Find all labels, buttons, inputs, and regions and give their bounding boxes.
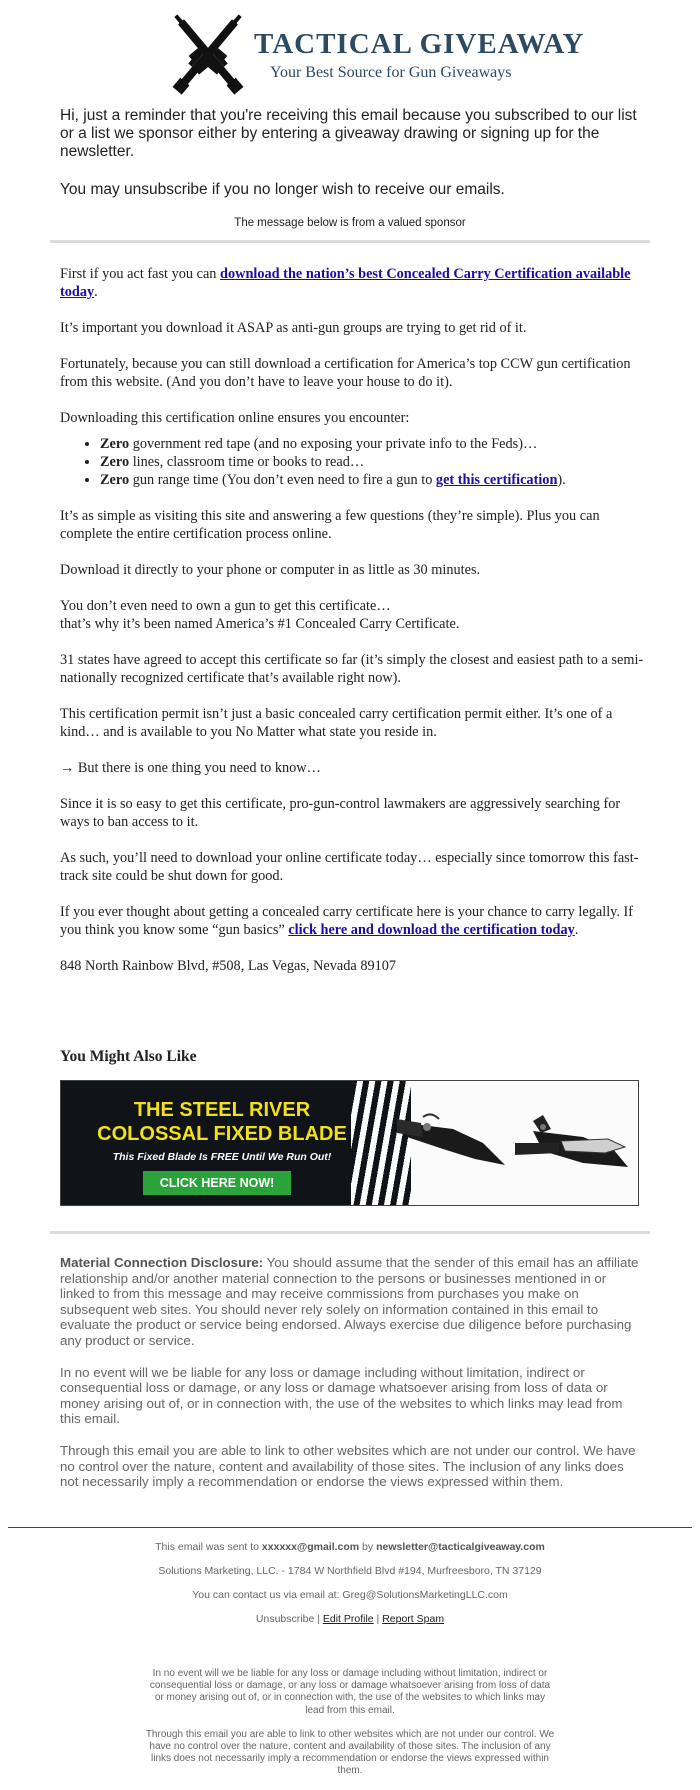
article-paragraph: Fortunately, because you can still download a certification for America’s top CCW gun certification from this website. (And you don’t have to leave your house to do it).	[60, 356, 631, 390]
sender-email: newsletter@tacticalgiveaway.com	[376, 1541, 545, 1553]
company-address: Solutions Marketing, LLC. - 1784 W Northfield Blvd #194, Murfreesboro, TN 37129	[158, 1565, 542, 1577]
sponsor-address: 848 North Rainbow Blvd, #508, Las Vegas, Nevada 89107	[60, 958, 397, 974]
list-item: • Zero gun range time (You don’t even need to fire a gun to get this certification).	[100, 471, 645, 489]
article-paragraph: Since it is so easy to get this certificate, pro-gun-control lawmakers are aggressively searching for ways to ban access to it.	[60, 796, 621, 830]
brand-name: TACTICAL GIVEAWAY	[254, 28, 585, 60]
external-links-notice: Through this email you are able to link to other websites which are not under our control. We have no control over the nature, content and availability of those sites. The inclusion of any links does not necessarily imply a recommendation or endorse the views expressed within them.	[60, 1442, 636, 1490]
article-paragraph: 31 states have agreed to accept this certificate so far (it’s simply the closest and easiest path to a semi-nationally recognized certificate that’s available right now).	[60, 652, 644, 686]
footer-legal	[145, 1668, 555, 1778]
subscription-reminder: Hi, just a reminder that you're receiving this email because you subscribed to our list or a list we sponsor either by entering a giveaway drawing or signing up for the newsletter.	[60, 107, 637, 160]
divider	[50, 1231, 650, 1234]
unsubscribe-note: You may unsubscribe if you no longer wish to receive our emails.	[60, 181, 505, 198]
download-certification-link[interactable]: download the nation’s best Concealed Carry Certification available today	[60, 266, 631, 300]
article-paragraph: → But there is one thing you need to know…	[60, 760, 321, 776]
report-spam-link[interactable]: Report Spam	[382, 1613, 445, 1625]
benefits-list	[60, 435, 645, 489]
list-item: • Zero lines, classroom time or books to read…	[100, 453, 645, 471]
brand-tagline: Your Best Source for Gun Giveaways	[270, 64, 512, 81]
click-here-download-link[interactable]: click here and download the certification today	[288, 922, 575, 938]
footer-divider	[8, 1527, 692, 1528]
liability-notice: In no event will we be liable for any loss or damage including without limitation, indirect or consequential loss or damage, or any loss or damage whatsoever arising from loss of data or money arising out of, or in connection with, the use of the websites to which links may lead from this email.	[60, 1364, 623, 1427]
article-paragraph: It’s as simple as visiting this site and answering a few questions (they’re simple). Plus you can complete the entire certification process online.	[60, 508, 600, 542]
banner-title-line2: COLOSSAL FIXED BLADE	[97, 1123, 347, 1145]
knife-images	[383, 1081, 638, 1205]
article-paragraph: First if you act fast you can download the nation’s best Concealed Carry Certification available today.	[60, 266, 631, 300]
banner-title-line1: THE STEEL RIVER	[133, 1099, 311, 1121]
edit-profile-link[interactable]: Edit Profile	[322, 1613, 374, 1625]
knife-ad-banner[interactable]	[60, 1080, 639, 1206]
unsubscribe-link[interactable]: Unsubscribe	[255, 1613, 315, 1625]
recipient-email: xxxxxx@gmail.com	[261, 1541, 360, 1553]
footer-links: Unsubscribe | Edit Profile | Report Spam	[255, 1613, 445, 1625]
footer-links-disclaimer: Through this email you are able to link to other websites which are not under our control. We have no control over the nature, content and availability of those sites. The inclusion of any links does not necessarily imply a recommendation or endorse the views expressed within them.	[145, 1728, 555, 1777]
footer-liability: In no event will we be liable for any loss or damage including without limitation, indirect or consequential loss or damage, or any loss or damage whatsoever arising from loss of data or money arising out of, or in connection with, the use of the websites to which links may lead from this email.	[149, 1668, 551, 1716]
crossed-rifles-icon	[158, 10, 258, 98]
article-paragraph: You don’t even need to own a gun to get this certificate… that’s why it’s been named America’s #1 Concealed Carry Certificate.	[60, 598, 460, 632]
article-paragraph: If you ever thought about getting a concealed carry certificate here is your chance to carry legally. If you think you know some “gun basics” click here and download the certification today.	[60, 904, 634, 938]
article-paragraph: Download it directly to your phone or computer in as little as 30 minutes.	[60, 562, 481, 578]
click-here-now-button[interactable]: CLICK HERE NOW!	[143, 1171, 291, 1195]
tactical-giveaway-logo[interactable]	[158, 10, 585, 98]
sponsor-note: The message below is from a valued sponsor	[234, 217, 466, 229]
list-item: • Zero government red tape (and no exposing your private info to the Feds)…	[100, 435, 645, 453]
article-paragraph: It’s important you download it ASAP as anti-gun groups are trying to get rid of it.	[60, 320, 527, 336]
contact-line: You can contact us via email at: Greg@SolutionsMarketingLLC.com	[192, 1589, 508, 1601]
drawn-knife-icon	[515, 1115, 628, 1167]
article-paragraph: As such, you’ll need to download your online certificate today… especially since tomorrow this fast-track site could be shut down for good.	[60, 850, 639, 884]
banner-subtitle: This Fixed Blade Is FREE Until We Run Out!	[112, 1151, 332, 1163]
divider	[50, 240, 650, 243]
disclosure-section	[60, 1255, 640, 1506]
intro-section	[60, 107, 640, 219]
get-certification-link[interactable]: get this certification	[435, 472, 558, 488]
sent-to-line: This email was sent to xxxxxx@gmail.com by newsletter@tacticalgiveaway.com	[155, 1541, 545, 1553]
email-footer	[0, 1540, 700, 1790]
sponsor-article	[60, 265, 645, 993]
article-paragraph: This certification permit isn’t just a basic concealed carry certification permit either. It’s one of a kind… and is available to you No Matter what state you reside in.	[60, 706, 613, 740]
material-connection-disclosure: Material Connection Disclosure: You should assume that the sender of this email has an affiliate relationship and/or another material connection to the persons or businesses mentioned in or linked to from this message and may receive commissions from purchases you make on subsequent web sites. You should never rely solely on information contained in this email to evaluate the product or service being endorsed. Always exercise due diligence before purchasing any product or service.	[60, 1255, 639, 1348]
sheathed-knife-icon	[397, 1114, 505, 1165]
also-like-heading: You Might Also Like	[60, 1048, 197, 1065]
article-paragraph: Downloading this certification online ensures you encounter:	[60, 410, 410, 426]
